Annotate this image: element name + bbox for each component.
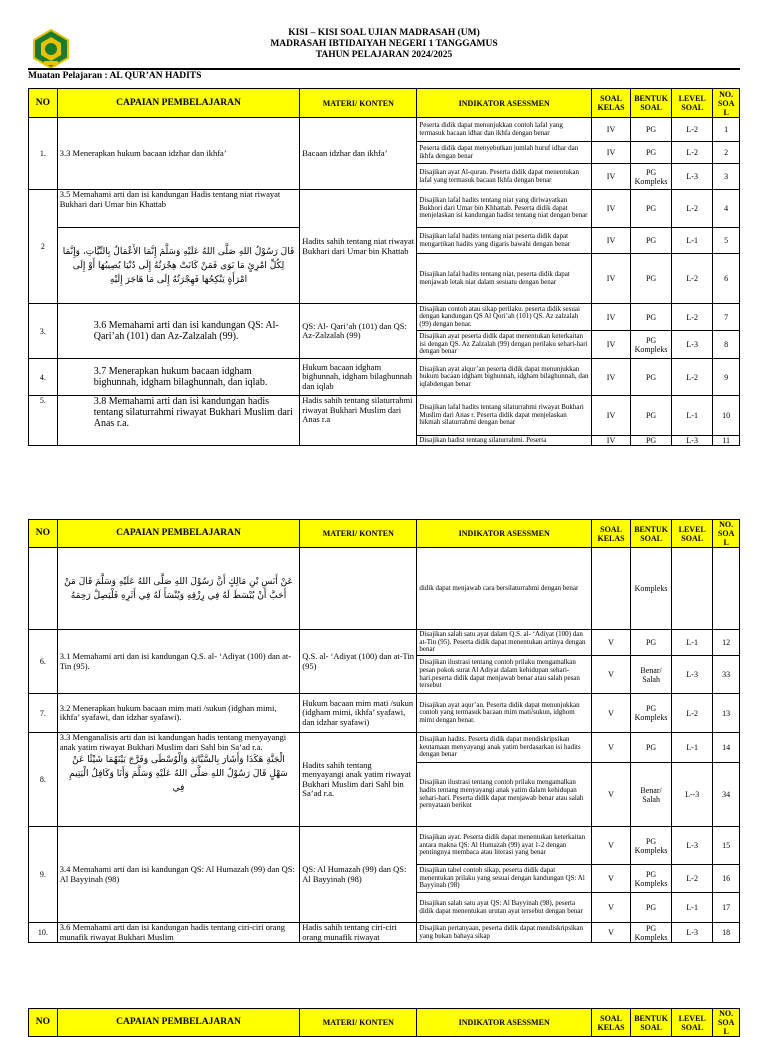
bentuk-value: Kompleks <box>631 548 672 630</box>
col-bentuk: BENTUK SOAL <box>631 1009 672 1037</box>
indikator-text: Disajikan ayat aqur’an. Peserta didik dapat menunjukkan contoh yang termasuk bacaan mim mati/sukun, idghom mimi dengan benar. <box>417 694 592 733</box>
nosoal-value: 18 <box>713 923 740 943</box>
nosoal-value: 2 <box>713 142 740 164</box>
indikator-text: Disajikan lafal hadits tentang silaturrahmi riwayat Bukhari Muslim dari Anas r. Peserta didik dapat menjelaskan hikmah silaturrahmi dengan benar <box>417 396 592 436</box>
row-number: 7. <box>29 694 58 733</box>
indikator-text: Disajikan hadits. Peserta didik dapat mendiskripsikan keutamaan menyayangi anak yatim berdasarkan isi hadits dengan benar <box>417 733 592 763</box>
table-row <box>29 304 740 331</box>
col-bentuk: BENTUK SOAL <box>631 520 672 548</box>
capaian-text: 3.1 Memahami arti dan isi kandungan Q.S. al- ‘Adiyat (100) dan at-Tin (95). <box>57 630 299 694</box>
level-value: L-1 <box>672 228 713 254</box>
bentuk-value: PG <box>631 436 672 446</box>
indikator-text: Disajikan ayat peserta didik dapat menentukan keterkaitan isi dengan QS. Az Zalzalah (99) dengan perilaku sehari-hari dengan benar <box>417 331 592 359</box>
kelas-value: V <box>592 893 631 923</box>
row-number: 5. <box>29 396 58 446</box>
level-value: L-2 <box>672 694 713 733</box>
nosoal-value: 7 <box>713 304 740 331</box>
capaian-text: 3.8 Memahami arti dan isi kandungan hadis tentang silaturrahmi riwayat Bukhari Muslim dari Anas r.a. <box>57 396 299 446</box>
bentuk-value: PG Kompleks <box>631 827 672 865</box>
nosoal-value: 34 <box>713 763 740 827</box>
table-header-row <box>29 89 740 118</box>
bentuk-value: PG <box>631 254 672 304</box>
col-capaian: CAPAIAN PEMBELAJARAN <box>57 520 299 548</box>
nosoal-value: 12 <box>713 630 740 656</box>
nosoal-value: 5 <box>713 228 740 254</box>
row-number: 9. <box>29 827 58 923</box>
kelas-value: V <box>592 923 631 943</box>
col-nosoal: NO. SOA L <box>713 89 740 118</box>
kelas-value: V <box>592 733 631 763</box>
materi-text: Hukum bacaan mim mati /sukun (idgham mimi, ikhfa’ syafawi, dan idzhar syafawi) <box>300 694 417 733</box>
bentuk-value: PG <box>631 304 672 331</box>
indikator-text: Peserta didik dapat menunjukkan contoh lafal yang termasuk bacaan idhar dan ikhfa dengan benar <box>417 118 592 142</box>
bentuk-value: PG Kompleks <box>631 865 672 893</box>
kelas-value: IV <box>592 254 631 304</box>
level-value: L-2 <box>672 190 713 228</box>
bentuk-value: PG Kompleks <box>631 923 672 943</box>
materi-text: Hukum bacaan idgham bighunnah, idgham bilaghunnah dan iqlab <box>300 359 417 396</box>
capaian-text: 3.4 Memahami arti dan isi kandungan QS: Al Humazah (99) dan QS: Al Bayyinah (98) <box>57 827 299 923</box>
col-capaian: CAPAIAN PEMBELAJARAN <box>57 89 299 118</box>
kelas-value: IV <box>592 142 631 164</box>
nosoal-value: 15 <box>713 827 740 865</box>
col-indikator: INDIKATOR ASESSMEN <box>417 520 592 548</box>
col-bentuk: BENTUK SOAL <box>631 89 672 118</box>
nosoal-value: 6 <box>713 254 740 304</box>
level-value: L-3 <box>672 331 713 359</box>
materi-text: QS: Al- Qari’ah (101) dan QS: Az-Zalzalah (99) <box>300 304 417 359</box>
col-level: LEVEL SOAL <box>672 520 713 548</box>
bentuk-value: PG <box>631 228 672 254</box>
indikator-text: Peserta didik dapat menyebutkan jumlah huruf idhar dan ikhfa dengan benar <box>417 142 592 164</box>
level-value: L-2 <box>672 254 713 304</box>
capaian-text: 3.7 Menerapkan hukum bacaan idgham bighunnah, idgham bilaghunnah, dan iqlab. <box>57 359 299 396</box>
indikator-text: Disajikan lafal hadits tentang niat peserta didik dapat mengartikan hadits yang digaris bawahi dengan benar <box>417 228 592 254</box>
materi-text: Hadits sahih tentang menyayangi anak yatim riwayat Bukhari Muslim dari Sahl bin Sa’ad r.a. <box>300 733 417 827</box>
col-indikator: INDIKATOR ASESSMEN <box>417 1009 592 1037</box>
kelas-value: IV <box>592 228 631 254</box>
bentuk-value: PG <box>631 396 672 436</box>
nosoal-value: 9 <box>713 359 740 396</box>
level-value: L-3 <box>672 923 713 943</box>
kelas-value: V <box>592 656 631 694</box>
table-row <box>29 827 740 865</box>
col-kelas: SOAL KELAS <box>592 89 631 118</box>
table-row <box>29 118 740 142</box>
indikator-text: Disajikan pertanyaan, peserta didik dapat mendiskripsikan yang bukan bahaya sikap <box>417 923 592 943</box>
bentuk-value: PG <box>631 733 672 763</box>
kisi-table-3 <box>28 1008 740 1037</box>
capaian-text: 3.3 Menerapkan hukum bacaan idzhar dan ikhfa’ <box>57 118 299 190</box>
indikator-text: Disajikan tabel contoh sikap, peserta didik dapat menentukan prilaku yang sesuai dengan kandungan QS: Al Bayyinah (98) <box>417 865 592 893</box>
bentuk-value: PG <box>631 142 672 164</box>
hadith-arabic-text: عَنْ أَنَسِ بْنِ مَالِكٍ أَنَّ رَسُوْلَ اللهِ صَلَّى اللهُ عَلَيْهِ وَسَلَّمَ قَالَ مَنْ أَحَبَّ أَنْ يُبْسَطَ لَهُ فِي رِزْقِهِ وَيُنْسَأَ لَهُ فِي أَثَرِهِ فَلْيَصِلْ رَحِمَهُ <box>57 548 299 630</box>
hadith-arabic-text: قَالَ رَسُوْلُ اللهِ صَلَّى اللهُ عَلَيْهِ وَسَلَّمَ إِنَّمَا الأَعْمَالُ بِالنِّيَّاتِ، وَإِنَّمَا لِكُلِّ امْرِئٍ مَا نَوَى فَمَنْ كَانَتْ هِجْرَتُهُ إِلَى دُنْيَا يُصِيبُهَا أَوْ إِلَى امْرَأَةٍ يَنْكِحُهَا فَهِجْرَتُهُ إِلَى مَا هَاجَرَ إِلَيْهِ <box>57 228 299 304</box>
table-row <box>29 548 740 630</box>
bentuk-value: PG <box>631 359 672 396</box>
row-number: 2 <box>29 190 58 304</box>
table-header-row <box>29 1009 740 1037</box>
indikator-text: Disajikan contoh atau sikap perilaku. peserta didik sesuai dengan kandungan QS Al Qori’ah (101) QS. Az zalzalah (99) dengan benar. <box>417 304 592 331</box>
kelas-value: IV <box>592 436 631 446</box>
nosoal-value: 11 <box>713 436 740 446</box>
indikator-text: Disajikan ayat Al-quran. Peserta didik dapat menentukan lafal yang termasuk bacaan Ikhfa dengan benar <box>417 164 592 190</box>
row-number: 4. <box>29 359 58 396</box>
bentuk-value: PG Kompleks <box>631 694 672 733</box>
bentuk-value: PG Kompleks <box>631 331 672 359</box>
materi-text: Q.S. al- ‘Adiyat (100) dan at-Tin (95) <box>300 630 417 694</box>
table-row <box>29 923 740 943</box>
materi-text: Hadis sahih tentang silaturrahmi riwayat Bukhari Muslim dari Anas r.a <box>300 396 417 446</box>
nosoal-value: 14 <box>713 733 740 763</box>
col-level: LEVEL SOAL <box>672 89 713 118</box>
level-value: L-3 <box>672 164 713 190</box>
table-row <box>29 359 740 396</box>
col-no: NO <box>29 1009 58 1037</box>
bentuk-value: PG Kompleks <box>631 164 672 190</box>
nosoal-value: 3 <box>713 164 740 190</box>
row-number: 8. <box>29 733 58 827</box>
level-value: L-1 <box>672 893 713 923</box>
col-kelas: SOAL KELAS <box>592 1009 631 1037</box>
bentuk-value: PG <box>631 118 672 142</box>
indikator-text: Disajikan hadist tentang silaturrahmi. Peserta <box>417 436 592 446</box>
indikator-text: Disajikan salah satu ayat QS: Al Bayyinah (98), peserta didik dapat menentukan urutan ayat tersebut dengan benar <box>417 893 592 923</box>
capaian-text: 3.6 Memahami arti dan isi kandungan hadis tentang ciri-ciri orang munafik riwayat Bukhari Muslim <box>57 923 299 943</box>
nosoal-value: 10 <box>713 396 740 436</box>
level-value: L-2 <box>672 118 713 142</box>
indikator-text: Disajikan lafal hadits tentang niat, peserta didik dapat menjawab letak niat dalam sesuatu dengan benar <box>417 254 592 304</box>
kelas-value: IV <box>592 396 631 436</box>
materi-text: QS: Al Humazah (99) dan QS: Al Bayyinah (98) <box>300 827 417 923</box>
indikator-text: Disajikan salah satu ayat dalam Q.S. al- ‘Adiyat (100) dan at-Tin (95). Peserta didik dapat menentukan artinya dengan benar <box>417 630 592 656</box>
level-value: L--3 <box>672 763 713 827</box>
indikator-text: Disajikan ilustrasi tentang contoh prilaku mengamalkan hadits tentang menyayangi anak yatim dalam kehidupan sehari-hari. Peserta didik dapat menjawab benar atau salah pernyataan berikut <box>417 763 592 827</box>
bentuk-value: PG <box>631 893 672 923</box>
col-capaian: CAPAIAN PEMBELAJARAN <box>57 1009 299 1037</box>
level-value: L-3 <box>672 436 713 446</box>
kelas-value: IV <box>592 359 631 396</box>
kelas-value: IV <box>592 190 631 228</box>
col-nosoal: NO. SOA L <box>713 1009 740 1037</box>
nosoal-value: 8 <box>713 331 740 359</box>
col-materi: MATERI/ KONTEN <box>300 1009 417 1037</box>
level-value: L-1 <box>672 733 713 763</box>
kelas-value: V <box>592 865 631 893</box>
row-number: 1. <box>29 118 58 190</box>
col-indikator: INDIKATOR ASESSMEN <box>417 89 592 118</box>
level-value: L-1 <box>672 630 713 656</box>
nosoal-value: 16 <box>713 865 740 893</box>
kisi-table-1 <box>28 88 740 446</box>
title-line-3: TAHUN PELAJARAN 2024/2025 <box>315 50 453 60</box>
capaian-text: 3.5 Memahami arti dan isi kandungan Hadis tentang niat riwayat Bukhari dari Umar bin Khattab <box>57 190 299 228</box>
kelas-value: IV <box>592 164 631 190</box>
header-divider <box>28 68 740 70</box>
table-row <box>29 190 740 228</box>
hadith-arabic-text: الْجَنَّةِ هَكَذَا وَأَشَارَ بِالسَّبَّابَةِ وَالْوُسْطَى وَفَرَّجَ بَيْنَهُمَا شَيْئًا عَنْ سَهْلٍ قَالَ رَسُوْلُ اللهِ صَلَّى اللهُ عَلَيْهِ وَسَلَّمَ وَأَنَا وَكَافِلُ الْيَتِيمِ فِي <box>69 755 288 793</box>
nosoal-value: 33 <box>713 656 740 694</box>
kelas-value: V <box>592 763 631 827</box>
col-no: NO <box>29 89 58 118</box>
col-materi: MATERI/ KONTEN <box>300 520 417 548</box>
kisi-table-2 <box>28 519 740 943</box>
table-row <box>29 733 740 763</box>
capaian-text: 3.6 Memahami arti dan isi kandungan QS: Al-Qari’ah (101) dan Az-Zalzalah (99). <box>57 304 299 359</box>
kelas-value: IV <box>592 304 631 331</box>
level-value: L-1 <box>672 396 713 436</box>
bentuk-value: PG <box>631 630 672 656</box>
indikator-text: Disajikan lafal hadits tentang niat yang diriwayatkan Bukhori dari Umar bin Khhattab. Peserta didik dapat menjelaskan isi kandungan hadist tentang niat dengan benar <box>417 190 592 228</box>
nosoal-value: 17 <box>713 893 740 923</box>
col-level: LEVEL SOAL <box>672 1009 713 1037</box>
materi-text: Hadits sahih tentang niat riwayat Bukhari dari Umar bin Khattab <box>300 190 417 304</box>
level-value: L-2 <box>672 304 713 331</box>
indikator-text: Disajikan ayat alqur’an peserta didik dapat menunjukkan hukum bacaan idgham bighunnah, idgham bilaghunnah, dan iqlabdengan benar <box>417 359 592 396</box>
indikator-text: Disajikan ilustrasi tentang contoh prilaku mengamalkan pesan pokok surat Al Adiyat dalam kehidupan sehari-hari.peserta didik dapat menjawab benar atau salah pesan tersebut <box>417 656 592 694</box>
table-row <box>29 630 740 656</box>
level-value: L-2 <box>672 865 713 893</box>
kelas-value: V <box>592 630 631 656</box>
nosoal-value: 4 <box>713 190 740 228</box>
nosoal-value: 13 <box>713 694 740 733</box>
row-number: 10. <box>29 923 58 943</box>
level-value: L-2 <box>672 142 713 164</box>
level-value: L-2 <box>672 359 713 396</box>
col-materi: MATERI/ KONTEN <box>300 89 417 118</box>
kelas-value: V <box>592 694 631 733</box>
kelas-value: IV <box>592 118 631 142</box>
kelas-value: IV <box>592 331 631 359</box>
subject-label: Muatan Pelajaran : AL QUR’AN HADITS <box>28 71 202 81</box>
nosoal-value: 1 <box>713 118 740 142</box>
capaian-text: 3.2 Menerapkan hukum bacaan mim mati /sukun (idghan mimi, ikhfa’ syafawi, dan idzhar syafawi). <box>57 694 299 733</box>
title-line-2: MADRASAH IBTIDAIYAH NEGERI 1 TANGGAMUS <box>270 39 498 49</box>
col-nosoal: NO. SOA L <box>713 520 740 548</box>
capaian-text: 3.3 Menganalisis arti dan isi kandungan hadis tentang menyayangi anak yatim riwayat Bukhari Muslim dari Sahl bin Sa’ad r.a. <box>59 732 287 752</box>
row-number: 3. <box>29 304 58 359</box>
level-value: L-3 <box>672 656 713 694</box>
indikator-text: Disajikan ayat. Peserta didik dapat menentukan keterkaitan antara makna QS: Al Humazah (99) ayat 1-2 dengan pentingnya membaca atau literasi yang benar <box>417 827 592 865</box>
materi-text: Bacaan idzhar dan ikhfa’ <box>300 118 417 190</box>
indikator-text: didik dapat menjawab cara bersilaturrahmi dengan benar <box>417 548 592 630</box>
document-header <box>0 0 768 70</box>
title-line-1: KISI – KISI SOAL UJIAN MADRASAH (UM) <box>288 28 480 38</box>
col-no: NO <box>29 520 58 548</box>
table-row <box>29 396 740 436</box>
col-kelas: SOAL KELAS <box>592 520 631 548</box>
materi-text: Hadis sahih tentang ciri-ciri orang munafik riwayat <box>300 923 417 943</box>
bentuk-value: Benar/ Salah <box>631 763 672 827</box>
level-value: L-3 <box>672 827 713 865</box>
row-number: 6. <box>29 630 58 694</box>
bentuk-value: Benar/ Salah <box>631 656 672 694</box>
table-row <box>29 694 740 733</box>
kelas-value: V <box>592 827 631 865</box>
table-header-row <box>29 520 740 548</box>
bentuk-value: PG <box>631 190 672 228</box>
